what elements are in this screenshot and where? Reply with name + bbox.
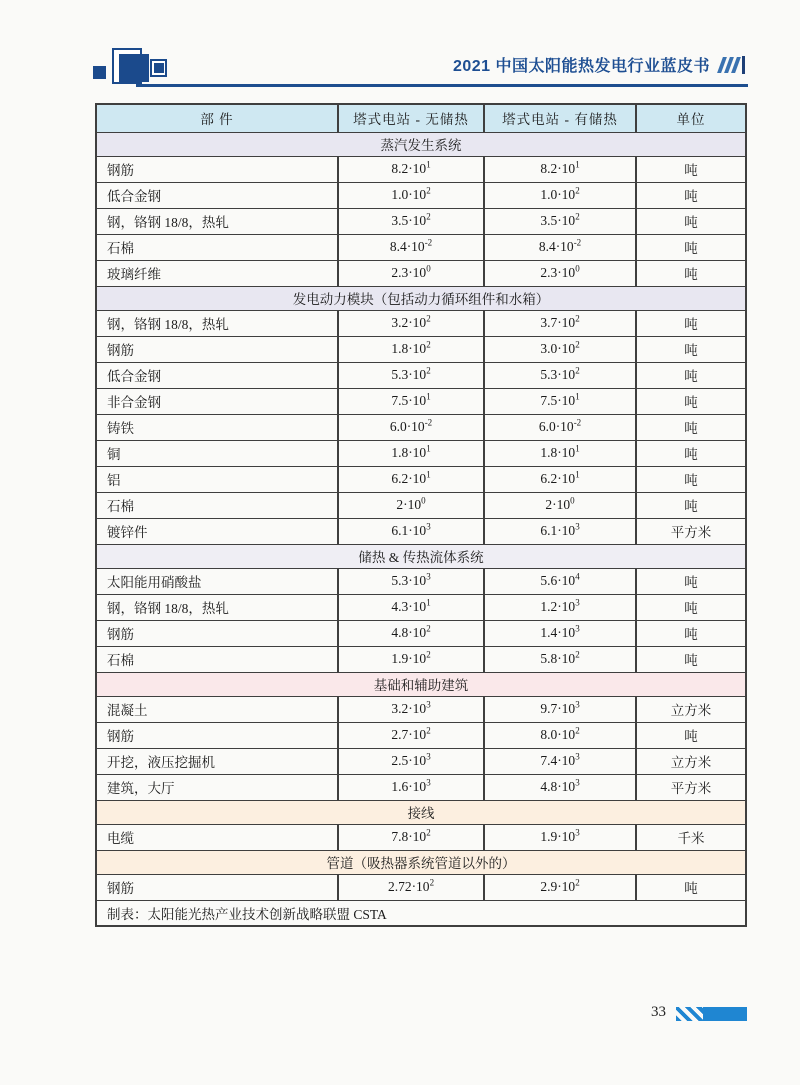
value-with-storage-cell: $7.4\cdot 10^3$ (484, 748, 636, 774)
footer-bar-stripes-icon (676, 1007, 703, 1021)
page-title: 2021 中国太阳能热发电行业蓝皮书 (452, 58, 710, 75)
table-row (96, 466, 746, 492)
value-no-storage-cell: $8.4\cdot 10^{-2}$ (338, 234, 484, 260)
value-no-storage-cell: $6.0\cdot 10^{-2}$ (338, 414, 484, 440)
col-header-component: 部 件 (96, 104, 338, 132)
table-row (96, 414, 746, 440)
value-with-storage-cell: $4.8\cdot 10^3$ (484, 774, 636, 800)
value-with-storage-cell: $3.7\cdot 10^2$ (484, 310, 636, 336)
component-cell: 钢，铬钢 18/8，热轧 (96, 208, 338, 234)
value-with-storage-cell: $6.1\cdot 10^3$ (484, 518, 636, 544)
unit-cell: 吨 (636, 234, 746, 260)
table-row (96, 518, 746, 544)
unit-cell: 吨 (636, 260, 746, 286)
table-row (96, 388, 746, 414)
materials-table-body (96, 132, 746, 926)
unit-cell: 吨 (636, 310, 746, 336)
section-row (96, 132, 746, 156)
component-cell: 非合金钢 (96, 388, 338, 414)
value-no-storage-cell: $1.8\cdot 10^2$ (338, 336, 484, 362)
section-title: 发电动力模块（包括动力循环组件和水箱） (96, 286, 746, 310)
section-title: 接线 (96, 800, 746, 824)
component-cell: 低合金钢 (96, 362, 338, 388)
unit-cell: 平方米 (636, 518, 746, 544)
component-cell: 石棉 (96, 646, 338, 672)
unit-cell: 吨 (636, 156, 746, 182)
value-with-storage-cell: $1.2\cdot 10^3$ (484, 594, 636, 620)
unit-cell: 吨 (636, 414, 746, 440)
table-row (96, 722, 746, 748)
slashes-icon (720, 56, 745, 74)
unit-cell: 千米 (636, 824, 746, 850)
value-no-storage-cell: $7.8\cdot 10^2$ (338, 824, 484, 850)
table-row (96, 620, 746, 646)
unit-cell: 平方米 (636, 774, 746, 800)
footer-bar (676, 1007, 747, 1021)
value-no-storage-cell: $7.5\cdot 10^1$ (338, 388, 484, 414)
value-no-storage-cell: $1.6\cdot 10^3$ (338, 774, 484, 800)
table-row (96, 362, 746, 388)
unit-cell: 吨 (636, 620, 746, 646)
section-title: 基础和辅助建筑 (96, 672, 746, 696)
unit-cell: 吨 (636, 874, 746, 900)
unit-cell: 吨 (636, 466, 746, 492)
logo-square-big (119, 54, 149, 82)
table-header-row (96, 104, 746, 132)
value-no-storage-cell: $1.8\cdot 10^1$ (338, 440, 484, 466)
value-no-storage-cell: $3.2\cdot 10^2$ (338, 310, 484, 336)
logo-square-small-left (93, 66, 106, 79)
logo-square-right-fill (154, 63, 164, 73)
unit-cell: 吨 (636, 440, 746, 466)
unit-cell: 吨 (636, 722, 746, 748)
component-cell: 钢筋 (96, 722, 338, 748)
page-header (453, 53, 745, 76)
section-row (96, 800, 746, 824)
table-row (96, 336, 746, 362)
table-row (96, 696, 746, 722)
value-with-storage-cell: $3.5\cdot 10^2$ (484, 208, 636, 234)
value-with-storage-cell: $8.0\cdot 10^2$ (484, 722, 636, 748)
value-no-storage-cell: $3.5\cdot 10^2$ (338, 208, 484, 234)
value-with-storage-cell: $7.5\cdot 10^1$ (484, 388, 636, 414)
materials-table (95, 103, 747, 927)
unit-cell: 立方米 (636, 748, 746, 774)
table-row (96, 310, 746, 336)
table-row (96, 208, 746, 234)
component-cell: 开挖，液压挖掘机 (96, 748, 338, 774)
col-header-with-storage: 塔式电站 - 有储热 (484, 104, 636, 132)
value-no-storage-cell: $3.2\cdot 10^3$ (338, 696, 484, 722)
unit-cell: 吨 (636, 208, 746, 234)
unit-cell: 吨 (636, 646, 746, 672)
table-row (96, 874, 746, 900)
value-no-storage-cell: $2.7\cdot 10^2$ (338, 722, 484, 748)
table-row (96, 594, 746, 620)
value-with-storage-cell: $6.2\cdot 10^1$ (484, 466, 636, 492)
value-with-storage-cell: $9.7\cdot 10^3$ (484, 696, 636, 722)
component-cell: 铜 (96, 440, 338, 466)
section-row (96, 544, 746, 568)
value-with-storage-cell: $1.8\cdot 10^1$ (484, 440, 636, 466)
section-row (96, 286, 746, 310)
value-with-storage-cell: $1.0\cdot 10^2$ (484, 182, 636, 208)
table-row (96, 156, 746, 182)
unit-cell: 吨 (636, 594, 746, 620)
table-row (96, 260, 746, 286)
header-rule-line (136, 84, 748, 87)
component-cell: 低合金钢 (96, 182, 338, 208)
table-row (96, 774, 746, 800)
value-with-storage-cell: $5.3\cdot 10^2$ (484, 362, 636, 388)
value-with-storage-cell: $5.6\cdot 10^4$ (484, 568, 636, 594)
value-with-storage-cell: $8.4\cdot 10^{-2}$ (484, 234, 636, 260)
section-title: 储热 & 传热流体系统 (96, 544, 746, 568)
component-cell: 电缆 (96, 824, 338, 850)
value-no-storage-cell: $2.3\cdot 10^0$ (338, 260, 484, 286)
table-footnote: 制表：太阳能光热产业技术创新战略联盟 CSTA (96, 900, 746, 926)
value-no-storage-cell: $6.2\cdot 10^1$ (338, 466, 484, 492)
unit-cell: 吨 (636, 568, 746, 594)
table-row (96, 440, 746, 466)
vertical-bar-icon (742, 56, 745, 74)
section-row (96, 672, 746, 696)
component-cell: 铸铁 (96, 414, 338, 440)
value-with-storage-cell: $2.9\cdot 10^2$ (484, 874, 636, 900)
component-cell: 石棉 (96, 492, 338, 518)
value-no-storage-cell: $1.9\cdot 10^2$ (338, 646, 484, 672)
value-with-storage-cell: $2\cdot 10^0$ (484, 492, 636, 518)
value-no-storage-cell: $2.72\cdot 10^2$ (338, 874, 484, 900)
value-no-storage-cell: $8.2\cdot 10^1$ (338, 156, 484, 182)
table-row (96, 748, 746, 774)
component-cell: 建筑，大厅 (96, 774, 338, 800)
component-cell: 钢，铬钢 18/8，热轧 (96, 594, 338, 620)
value-no-storage-cell: $2\cdot 10^0$ (338, 492, 484, 518)
table-row (96, 234, 746, 260)
unit-cell: 立方米 (636, 696, 746, 722)
value-with-storage-cell: $8.2\cdot 10^1$ (484, 156, 636, 182)
section-title: 蒸汽发生系统 (96, 132, 746, 156)
section-title: 管道（吸热器系统管道以外的） (96, 850, 746, 874)
value-no-storage-cell: $5.3\cdot 10^3$ (338, 568, 484, 594)
component-cell: 玻璃纤维 (96, 260, 338, 286)
value-with-storage-cell: $1.4\cdot 10^3$ (484, 620, 636, 646)
unit-cell: 吨 (636, 362, 746, 388)
table-row (96, 492, 746, 518)
unit-cell: 吨 (636, 182, 746, 208)
table-row (96, 646, 746, 672)
component-cell: 石棉 (96, 234, 338, 260)
value-no-storage-cell: $4.8\cdot 10^2$ (338, 620, 484, 646)
value-no-storage-cell: $1.0\cdot 10^2$ (338, 182, 484, 208)
component-cell: 钢筋 (96, 874, 338, 900)
component-cell: 钢筋 (96, 156, 338, 182)
component-cell: 钢，铬钢 18/8，热轧 (96, 310, 338, 336)
page-number: 33 (651, 1004, 666, 1020)
value-no-storage-cell: $5.3\cdot 10^2$ (338, 362, 484, 388)
table-footnote-row (96, 900, 746, 926)
unit-cell: 吨 (636, 388, 746, 414)
footer-bar-solid (703, 1007, 747, 1021)
component-cell: 太阳能用硝酸盐 (96, 568, 338, 594)
component-cell: 钢筋 (96, 336, 338, 362)
col-header-no-storage: 塔式电站 - 无储热 (338, 104, 484, 132)
table-row (96, 182, 746, 208)
value-with-storage-cell: $3.0\cdot 10^2$ (484, 336, 636, 362)
table-row (96, 824, 746, 850)
unit-cell: 吨 (636, 336, 746, 362)
value-with-storage-cell: $1.9\cdot 10^3$ (484, 824, 636, 850)
component-cell: 钢筋 (96, 620, 338, 646)
value-with-storage-cell: $2.3\cdot 10^0$ (484, 260, 636, 286)
value-with-storage-cell: $6.0\cdot 10^{-2}$ (484, 414, 636, 440)
col-header-unit: 单位 (636, 104, 746, 132)
value-with-storage-cell: $5.8\cdot 10^2$ (484, 646, 636, 672)
unit-cell: 吨 (636, 492, 746, 518)
component-cell: 混凝土 (96, 696, 338, 722)
table-row (96, 568, 746, 594)
component-cell: 铝 (96, 466, 338, 492)
value-no-storage-cell: $2.5\cdot 10^3$ (338, 748, 484, 774)
value-no-storage-cell: $4.3\cdot 10^1$ (338, 594, 484, 620)
component-cell: 镀锌件 (96, 518, 338, 544)
section-row (96, 850, 746, 874)
value-no-storage-cell: $6.1\cdot 10^3$ (338, 518, 484, 544)
